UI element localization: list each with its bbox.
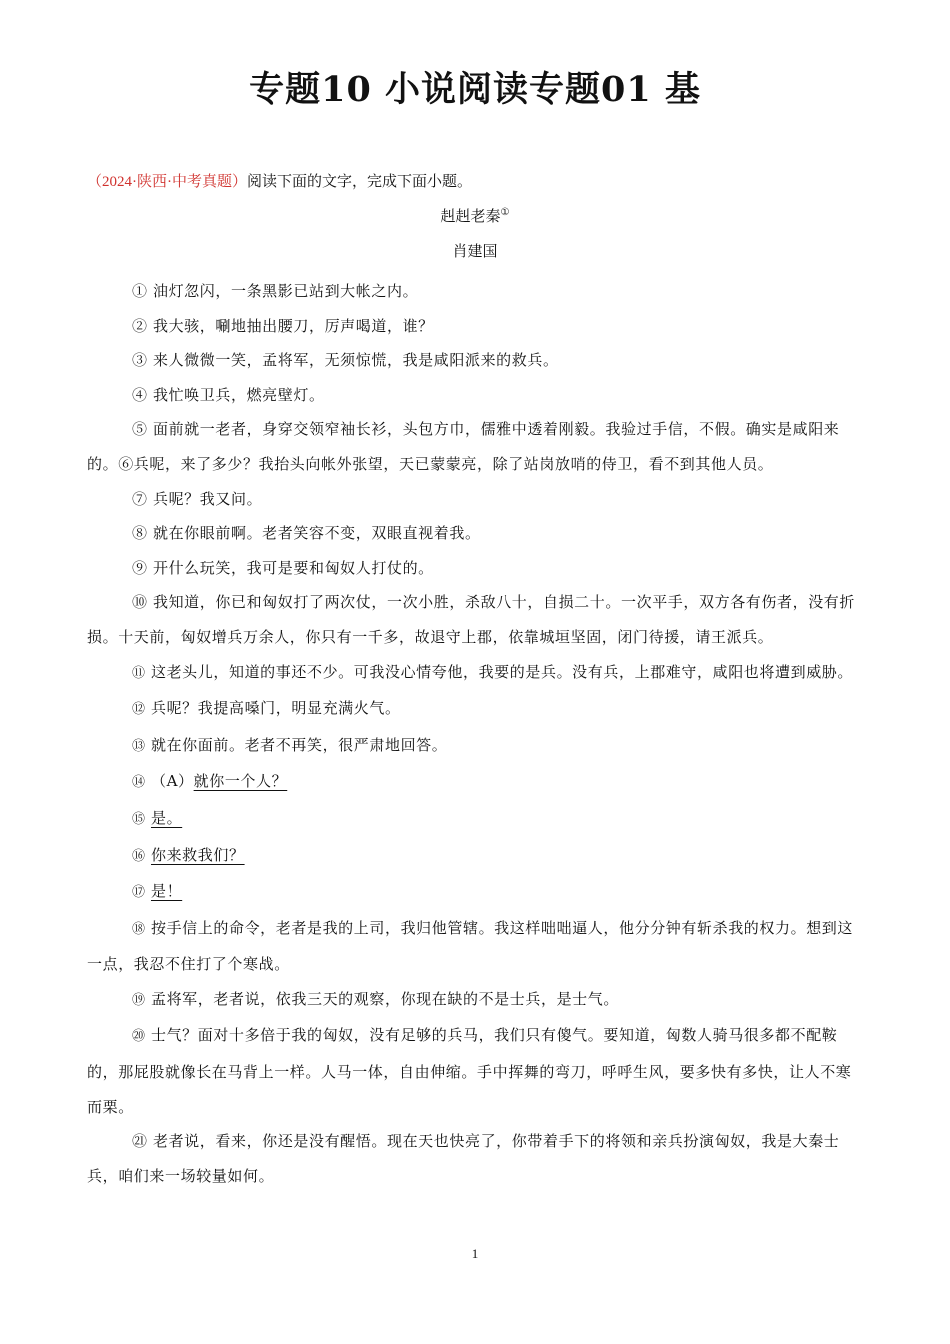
footnote-mark: ① xyxy=(500,207,510,218)
paragraph-number: ⑯ xyxy=(132,848,146,864)
paragraph-number: ⑤ xyxy=(132,420,148,439)
story-paragraph xyxy=(87,309,865,344)
story-paragraph xyxy=(87,482,865,517)
story-paragraph xyxy=(87,911,865,982)
story-paragraph xyxy=(87,728,865,765)
story-paragraph xyxy=(87,801,865,838)
paragraph-number: ⑩ xyxy=(132,593,148,612)
paragraph-number: ⑰ xyxy=(132,885,146,901)
paragraph-number: ⑳ xyxy=(132,1029,146,1045)
paragraph-number: ㉑ xyxy=(132,1132,148,1151)
paragraph-text: 面前就一老者，身穿交领窄袖长衫，头包方巾，儒雅中透着刚毅。我验过手信，不假。确实是咸阳来的。⑥兵呢，来了多少？我抬头向帐外张望，天已蒙蒙亮，除了站岗放哨的侍卫，看不到其他人员。 xyxy=(87,420,840,473)
story-paragraph xyxy=(87,764,865,801)
story-title xyxy=(0,205,950,226)
paragraph-number: ⑧ xyxy=(132,524,148,543)
story-paragraph xyxy=(87,516,865,551)
paragraph-text: 士气？面对十多倍于我的匈奴，没有足够的兵马，我们只有傻气。要知道，匈数人骑马很多都不配鞍的，那屁股就像长在马背上一样。人马一体，自由伸缩。手中挥舞的弯刀，呼呼生风，要多快有多快，让人不寒而栗。 xyxy=(87,1026,852,1116)
underlined-text: 是。 xyxy=(150,808,183,827)
story-paragraph xyxy=(87,585,865,654)
paragraph-text: 我大骇，唰地抽出腰刀，厉声喝道，谁？ xyxy=(152,316,434,335)
story-paragraph xyxy=(87,343,865,378)
paragraph-number: ④ xyxy=(132,385,148,404)
paragraph-number: ⑦ xyxy=(132,489,148,508)
paragraph-text: 我忙唤卫兵，燃亮壁灯。 xyxy=(152,385,325,404)
story-paragraph xyxy=(87,691,865,728)
paragraph-text: 这老头儿，知道的事还不少。可我没心情夸他，我要的是兵。没有兵，上郡难守，咸阳也将遭到威胁。 xyxy=(150,662,853,681)
paragraph-text: 开什么玩笑，我可是要和匈奴人打仗的。 xyxy=(152,558,434,577)
story-body xyxy=(87,274,865,1193)
story-paragraph xyxy=(87,838,865,875)
paragraph-number: ① xyxy=(132,282,148,300)
page-number: 1 xyxy=(471,1246,479,1261)
story-paragraph xyxy=(87,1124,865,1193)
paragraph-text: 兵呢？我又问。 xyxy=(152,489,263,508)
page-title: 专题10 小说阅读专题01 基 xyxy=(249,69,701,110)
story-paragraph xyxy=(87,874,865,911)
story-paragraph xyxy=(87,378,865,413)
underlined-text: 是！ xyxy=(150,882,183,901)
paragraph-number: ⑮ xyxy=(132,811,146,827)
story-paragraph xyxy=(87,274,865,309)
paragraph-text: 来人微微一笑，孟将军，无须惊慌，我是咸阳派来的救兵。 xyxy=(152,351,559,370)
paragraph-text: 就在你面前。老者不再笑，很严肃地回答。 xyxy=(150,735,448,754)
paragraph-text: 就在你眼前啊。老者笑容不变，双眼直视着我。 xyxy=(152,524,481,543)
story-paragraph xyxy=(87,655,865,692)
paragraph-number: ⑭ xyxy=(132,775,146,791)
paragraph-text: 我知道，你已和匈奴打了两次仗，一次小胜，杀敌八十，自损二十。一次平手，双方各有伤者，没有折损。十天前，匈奴增兵万余人，你只有一千多，故退守上郡，依靠城垣坚固，闭门待援，请王派兵。 xyxy=(87,593,855,646)
paragraph-text: 兵呢？我提高嗓门，明显充满火气。 xyxy=(150,699,401,718)
paragraph-text: 油灯忽闪，一条黑影已站到大帐之内。 xyxy=(152,282,419,300)
paragraph-text: 老者说，看来，你还是没有醒悟。现在天也快亮了，你带着手下的将领和亲兵扮演匈奴，我是大秦士兵，咱们来一场较量如何。 xyxy=(87,1132,840,1185)
underlined-text: 就你一个人？ xyxy=(193,772,288,791)
paragraph-number: ② xyxy=(132,316,148,335)
story-author: 肖建国 xyxy=(452,242,498,260)
question-instruction: 阅读下面的文字，完成下面小题。 xyxy=(247,172,473,190)
question-source: （2024·陕西·中考真题） xyxy=(87,174,247,190)
underlined-text: 你来救我们？ xyxy=(150,845,245,864)
story-paragraph xyxy=(87,1018,865,1124)
story-paragraph xyxy=(87,551,865,586)
paragraph-number: ⑨ xyxy=(132,558,148,577)
paragraph-text: 按手信上的命令，老者是我的上司，我归他管辖。我这样咄咄逼人，他分分钟有斩杀我的权力。想到这一点，我忍不住打了个寒战。 xyxy=(87,918,853,974)
paragraph-number: ⑫ xyxy=(132,702,146,718)
paragraph-number: ③ xyxy=(132,351,148,370)
question-intro xyxy=(87,170,472,193)
story-title-text: 赳赳老秦 xyxy=(440,207,501,225)
blank-label: （A） xyxy=(150,772,194,791)
story-paragraph xyxy=(87,982,865,1019)
paragraph-text: 孟将军，老者说，依我三天的观察，你现在缺的不是士兵，是士气。 xyxy=(150,989,619,1008)
paragraph-number: ⑲ xyxy=(132,992,146,1008)
story-paragraph xyxy=(87,412,865,481)
paragraph-number: ⑬ xyxy=(132,738,146,754)
paragraph-number: ⑱ xyxy=(132,921,146,937)
paragraph-number: ⑪ xyxy=(132,665,146,681)
